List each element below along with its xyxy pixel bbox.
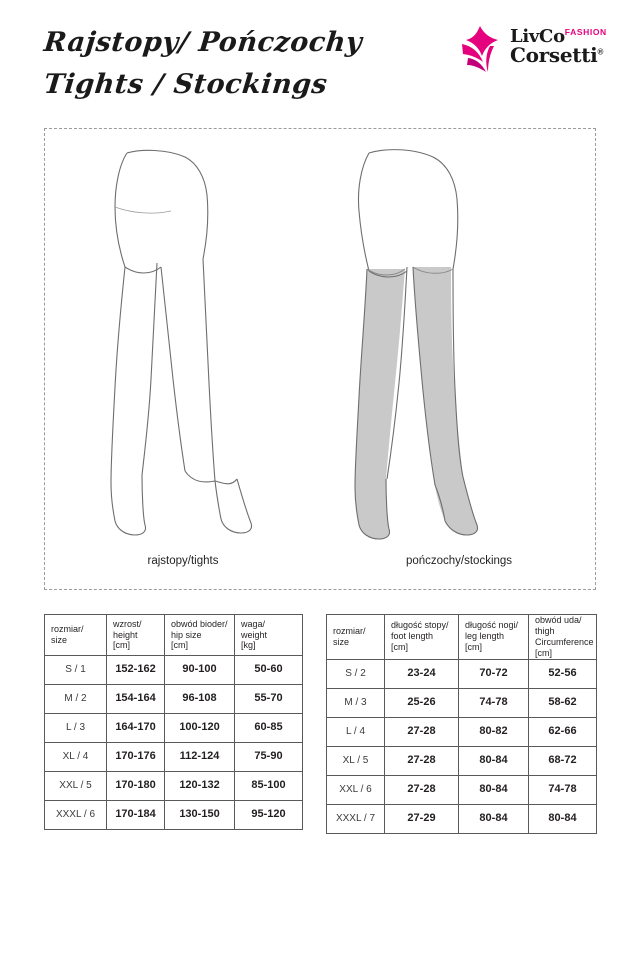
- cell-height: 152-162: [107, 656, 165, 685]
- cell-leg-length: 80-84: [459, 775, 529, 804]
- cell-height: 154-164: [107, 685, 165, 714]
- cell-thigh: 52-56: [529, 659, 597, 688]
- table-row: [45, 685, 303, 714]
- cell-size: L / 3: [45, 714, 107, 743]
- cell-leg-length: 74-78: [459, 688, 529, 717]
- title-line-english: Tights / Stockings: [42, 68, 329, 100]
- cell-foot-length: 23-24: [385, 659, 459, 688]
- tights-figure: [45, 143, 321, 543]
- cell-thigh: 80-84: [529, 804, 597, 833]
- cell-thigh: 74-78: [529, 775, 597, 804]
- cell-foot-length: 27-29: [385, 804, 459, 833]
- cell-weight: 60-85: [235, 714, 303, 743]
- cell-size: S / 2: [327, 659, 385, 688]
- cell-foot-length: 25-26: [385, 688, 459, 717]
- table-header-row: [327, 615, 597, 660]
- table-row: [327, 688, 597, 717]
- cell-size: S / 1: [45, 656, 107, 685]
- cell-size: XL / 4: [45, 743, 107, 772]
- logo-name-part1: LivCo: [510, 26, 565, 47]
- logo-wordmark: [510, 28, 610, 66]
- table-row: [45, 801, 303, 830]
- stockings-size-table: [326, 614, 597, 834]
- cell-leg-length: 80-82: [459, 717, 529, 746]
- cell-leg-length: 80-84: [459, 746, 529, 775]
- header-thigh-circumference: obwód uda/ thigh Circumference [cm]: [529, 615, 597, 660]
- cell-height: 170-184: [107, 801, 165, 830]
- cell-leg-length: 80-84: [459, 804, 529, 833]
- cell-hip: 120-132: [165, 772, 235, 801]
- cell-size: XXL / 5: [45, 772, 107, 801]
- page-header: [0, 0, 640, 120]
- cell-weight: 95-120: [235, 801, 303, 830]
- table-row: [45, 772, 303, 801]
- cell-thigh: 62-66: [529, 717, 597, 746]
- table-row: [45, 656, 303, 685]
- logo-name-part2: Corsetti: [510, 42, 598, 67]
- logo-line-two: [510, 42, 610, 67]
- table-row: [327, 717, 597, 746]
- table-row: [327, 659, 597, 688]
- cell-weight: 85-100: [235, 772, 303, 801]
- header-size: rozmiar/ size: [45, 615, 107, 656]
- cell-hip: 90-100: [165, 656, 235, 685]
- illustration-panel: [44, 128, 596, 590]
- cell-foot-length: 27-28: [385, 717, 459, 746]
- header-foot-length: długość stopy/ foot length [cm]: [385, 615, 459, 660]
- cell-hip: 96-108: [165, 685, 235, 714]
- table-row: [45, 743, 303, 772]
- stockings-figure: [321, 143, 597, 543]
- cell-height: 164-170: [107, 714, 165, 743]
- page-title: [44, 22, 444, 106]
- header-weight: waga/ weight [kg]: [235, 615, 303, 656]
- cell-weight: 55-70: [235, 685, 303, 714]
- cell-size: M / 2: [45, 685, 107, 714]
- cell-leg-length: 70-72: [459, 659, 529, 688]
- tights-size-table: [44, 614, 303, 830]
- cell-size: M / 3: [327, 688, 385, 717]
- logo-registered-mark: ®: [597, 47, 604, 57]
- cell-weight: 50-60: [235, 656, 303, 685]
- cell-height: 170-176: [107, 743, 165, 772]
- table-row: [327, 746, 597, 775]
- header-size: rozmiar/ size: [327, 615, 385, 660]
- cell-hip: 100-120: [165, 714, 235, 743]
- header-height: wzrost/ height [cm]: [107, 615, 165, 656]
- header-hip-size: obwód bioder/ hip size [cm]: [165, 615, 235, 656]
- cell-thigh: 68-72: [529, 746, 597, 775]
- stockings-caption: pończochy/stockings: [405, 555, 513, 567]
- logo-fashion-text: FASHION: [564, 27, 607, 37]
- table-header-row: [45, 615, 303, 656]
- cell-thigh: 58-62: [529, 688, 597, 717]
- title-line-polish: Rajstopy/ Pończochy: [42, 27, 364, 58]
- cell-hip: 112-124: [165, 743, 235, 772]
- livco-logo-mark-icon: [454, 24, 506, 76]
- cell-size: XXL / 6: [327, 775, 385, 804]
- tights-caption: rajstopy/tights: [147, 555, 219, 567]
- cell-foot-length: 27-28: [385, 746, 459, 775]
- cell-size: XXXL / 7: [327, 804, 385, 833]
- cell-size: XL / 5: [327, 746, 385, 775]
- table-row: [327, 804, 597, 833]
- table-row: [45, 714, 303, 743]
- cell-hip: 130-150: [165, 801, 235, 830]
- header-leg-length: długość nogi/ leg length [cm]: [459, 615, 529, 660]
- cell-size: L / 4: [327, 717, 385, 746]
- table-row: [327, 775, 597, 804]
- brand-logo: [454, 24, 607, 78]
- cell-height: 170-180: [107, 772, 165, 801]
- cell-foot-length: 27-28: [385, 775, 459, 804]
- cell-size: XXXL / 6: [45, 801, 107, 830]
- cell-weight: 75-90: [235, 743, 303, 772]
